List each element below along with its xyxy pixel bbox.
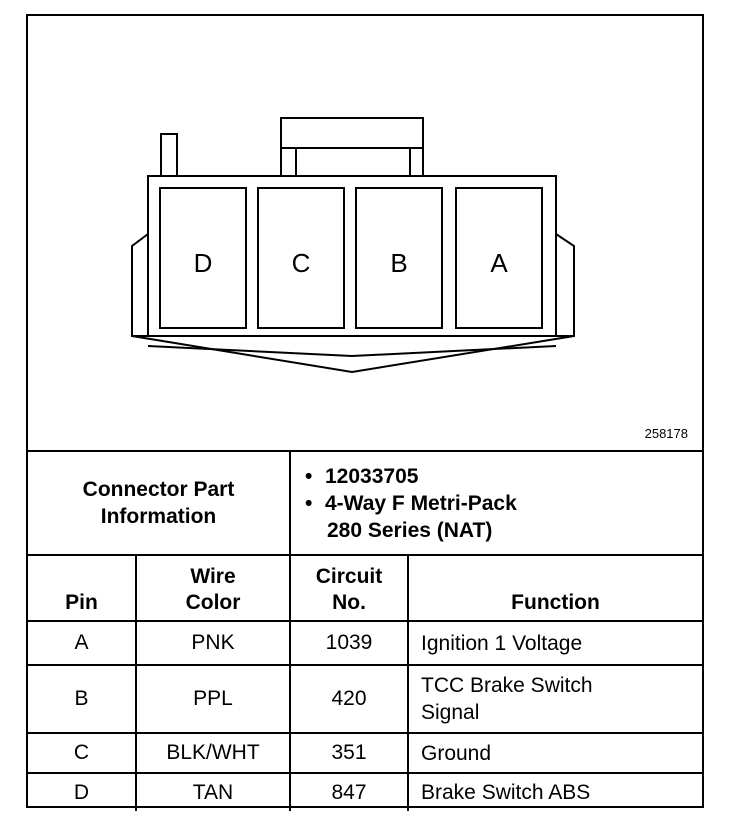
header-pin: Pin xyxy=(28,555,136,621)
table-row xyxy=(28,621,702,665)
part-info-values: • 12033705 • 4-Way F Metri-Pack 280 Series (NAT) xyxy=(290,451,702,555)
cell-circuit: 420 xyxy=(290,665,408,733)
cell-function: Ground xyxy=(408,733,702,773)
cell-function: Brake Switch ABS xyxy=(408,773,702,811)
pin-label-a: A xyxy=(490,248,508,278)
header-row xyxy=(28,555,702,621)
header-circuit: Circuit No. xyxy=(290,555,408,621)
pin-label-b: B xyxy=(390,248,408,278)
cell-circuit: 351 xyxy=(290,733,408,773)
connector-type: 4-Way F Metri-Pack xyxy=(325,491,517,515)
table-row xyxy=(28,665,702,733)
part-number: 12033705 xyxy=(325,464,419,488)
table-row xyxy=(28,773,702,811)
part-info-label xyxy=(28,451,290,555)
table-row xyxy=(28,733,702,773)
cell-color: PNK xyxy=(136,621,290,665)
pinout-table xyxy=(28,450,702,811)
cell-color: TAN xyxy=(136,773,290,811)
header-function: Function xyxy=(408,555,702,621)
cell-circuit: 1039 xyxy=(290,621,408,665)
connector-diagram xyxy=(28,16,702,450)
cell-pin: A xyxy=(28,621,136,665)
figure-number: 258178 xyxy=(644,426,688,441)
pin-label-d: D xyxy=(193,248,213,278)
part-info-row xyxy=(28,451,702,555)
cell-circuit: 847 xyxy=(290,773,408,811)
cell-color: BLK/WHT xyxy=(136,733,290,773)
connector-series: 280 Series (NAT) xyxy=(327,518,493,542)
cell-pin: B xyxy=(28,665,136,733)
cell-pin: D xyxy=(28,773,136,811)
part-info-label-text: Connector Part Information xyxy=(82,478,235,528)
latch-top xyxy=(281,118,423,148)
header-wire-color: Wire Color xyxy=(136,555,290,621)
connector-frame xyxy=(26,14,704,808)
cell-function: TCC Brake Switch Signal xyxy=(408,665,702,733)
pin-label-c: C xyxy=(291,248,311,278)
cell-pin: C xyxy=(28,733,136,773)
cell-color: PPL xyxy=(136,665,290,733)
connector-drawing xyxy=(28,16,702,450)
cell-function: Ignition 1 Voltage xyxy=(408,621,702,665)
